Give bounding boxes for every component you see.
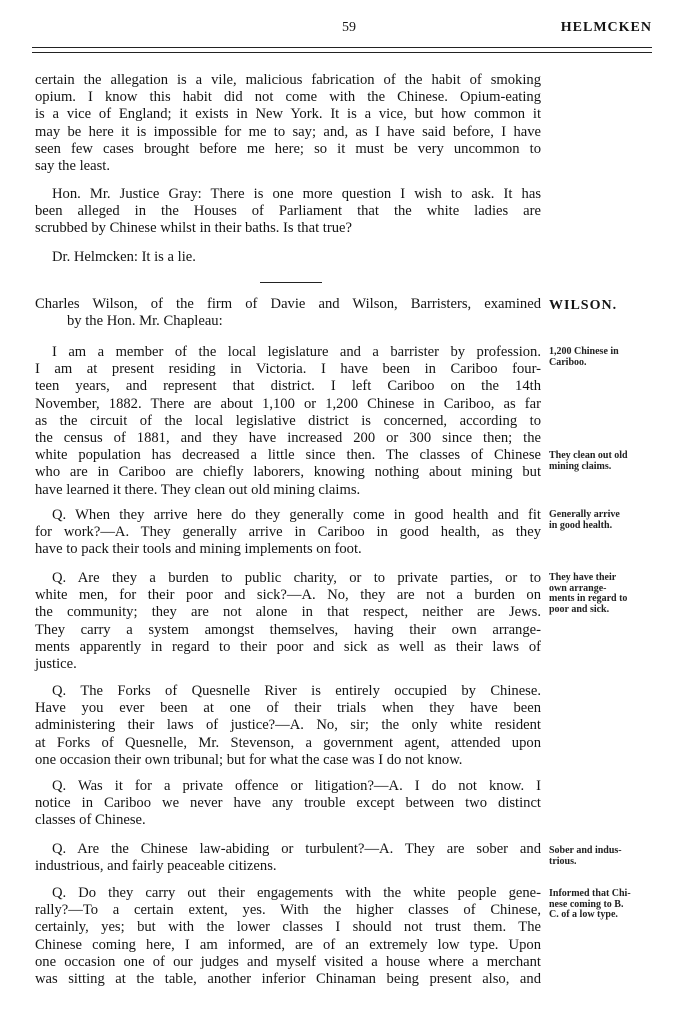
margin-note-line: ments in regard to xyxy=(549,593,628,604)
margin-note-line: They clean out old xyxy=(549,450,628,461)
text-line: ments apparently in regard to their poor and sick as well as their laws of xyxy=(35,638,541,655)
text-line: I am at present residing in Victoria. I have been in Cariboo four- xyxy=(35,361,541,378)
text-line: Q. Are the Chinese law-abiding or turbulent?—A. They are sober and xyxy=(52,841,541,857)
margin-note xyxy=(549,510,657,531)
text-line: the census of 1881, and they have increased 200 or 300 since then; the xyxy=(35,430,541,447)
paragraph-litigation xyxy=(35,778,541,830)
text-line: November, 1882. There are about 1,100 or 1,200 Chinese in Cariboo, as far xyxy=(35,395,541,412)
paragraph-testimony xyxy=(35,344,541,499)
margin-note-line: trious. xyxy=(549,855,577,867)
text-line: may be here it is impossible for me to say; and, as I have said before, I have xyxy=(35,123,541,140)
text-line: been alleged in the Houses of Parliament that the white ladies are xyxy=(35,203,541,220)
margin-note xyxy=(549,889,657,921)
text-line: Have you ever been at one of their trials when they have been xyxy=(35,700,541,717)
text-line: justice. xyxy=(35,656,77,673)
text-line: at Forks of Quesnelle, Mr. Stevenson, a government agent, attended upon xyxy=(35,734,541,751)
text-line: was sitting at the table, another inferior Chinaman being present also, and xyxy=(35,971,541,988)
text-line: scrubbed by Chinese whilst in their baths. Is that true? xyxy=(35,220,352,237)
paragraph-charity xyxy=(35,570,541,673)
text-line: Dr. Helmcken: It is a lie. xyxy=(52,249,196,265)
text-line: notice in Cariboo we never have any trouble except between two distinct xyxy=(35,795,541,812)
text-line: Q. The Forks of Quesnelle River is entirely occupied by Chinese. xyxy=(52,683,541,699)
text-line: have to pack their tools and mining implements on foot. xyxy=(35,541,362,558)
margin-note-line: Informed that Chi- xyxy=(549,888,631,899)
text-line: certain the allegation is a vile, malicious fabrication of the habit of smoking xyxy=(35,72,541,88)
paragraph-justice-gray xyxy=(35,186,541,238)
text-line: white men, for their poor and sick?—A. No, they are not a burden on xyxy=(35,587,541,604)
text-line: one occasion their own tribunal; but for what the case was I do not know. xyxy=(35,751,463,768)
margin-note xyxy=(549,451,657,472)
margin-note-line: Cariboo. xyxy=(549,356,587,368)
text-line: Q. Do they carry out their engagements with the white people gene- xyxy=(52,885,541,901)
text-line: administering their laws of justice?—A. No, sir; the only white resident xyxy=(35,717,541,734)
margin-note-line: mining claims. xyxy=(549,460,612,472)
margin-note-line: own arrange- xyxy=(549,582,607,594)
margin-note-line: C. of a low type. xyxy=(549,909,618,920)
text-line: Q. Was it for a private offence or litigation?—A. I do not know. I xyxy=(52,778,541,794)
running-head: HELMCKEN xyxy=(560,20,652,35)
paragraph-witness-intro xyxy=(35,296,541,330)
header-rule-top xyxy=(32,47,652,48)
text-line: is a vice of England; it exists in New York. It is a vice, but how common it xyxy=(35,106,541,123)
witness-side-head: WILSON. xyxy=(549,298,618,313)
text-line: who are in Cariboo are chiefly laborers, knowing nothing about mining but xyxy=(35,464,541,481)
margin-note-line: Sober and indus- xyxy=(549,845,622,856)
margin-note-line: They have their xyxy=(549,572,617,583)
text-line: the community; they are not alone in that respect, neither are Jews. xyxy=(35,604,541,621)
text-line: teen years, and represent that district. I left Cariboo on the 14th xyxy=(35,378,541,395)
text-line: opium. I know this habit did not come with the Chinese. Opium-eating xyxy=(35,89,541,106)
text-line: Charles Wilson, of the firm of Davie and Wilson, Barristers, examined xyxy=(35,296,541,312)
paragraph-health xyxy=(35,507,541,559)
text-line: rally?—To a certain extent, yes. With the higher classes of Chinese, xyxy=(35,902,541,919)
header-rule-bottom xyxy=(32,52,652,53)
paragraph-helmcken-answer xyxy=(35,249,541,266)
margin-note-line: Generally arrive xyxy=(549,509,620,520)
text-line: They carry a system amongst themselves, having their own arrange- xyxy=(35,621,541,638)
text-line: say the least. xyxy=(35,158,110,175)
text-line: Chinese coming here, I am informed, are of an extremely low type. Upon xyxy=(35,936,541,953)
text-line: I am a member of the local legislature and a barrister by profession. xyxy=(52,344,541,360)
paragraph-quesnelle xyxy=(35,683,541,769)
margin-note xyxy=(549,573,657,615)
text-line: industrious, and fairly peaceable citizens. xyxy=(35,858,277,875)
margin-note-line: in good health. xyxy=(549,519,613,531)
text-line: one occasion one of our judges and myself visited a house where a merchant xyxy=(35,953,541,970)
text-line: for work?—A. They generally arrive in Cariboo in good health, as they xyxy=(35,524,541,541)
page-number: 59 xyxy=(342,20,356,35)
text-line: by the Hon. Mr. Chapleau: xyxy=(67,313,223,330)
text-line: have learned it there. They clean out old mining claims. xyxy=(35,481,361,498)
text-line: Q. Are they a burden to public charity, or to private parties, or to xyxy=(52,570,541,586)
text-line: Q. When they arrive here do they generally come in good health and fit xyxy=(52,507,541,523)
paragraph-law-abiding xyxy=(35,841,541,875)
text-line: seen few cases brought before me here; so it must be very uncommon to xyxy=(35,140,541,157)
text-line: Hon. Mr. Justice Gray: There is one more question I wish to ask. It has xyxy=(52,186,541,202)
section-separator xyxy=(260,282,322,283)
text-line: classes of Chinese. xyxy=(35,812,146,829)
text-line: certainly, yes; but with the lower classes I should not trust them. The xyxy=(35,919,541,936)
paragraph-opium xyxy=(35,72,541,175)
margin-note xyxy=(549,347,657,368)
paragraph-engagements xyxy=(35,885,541,988)
margin-note-line: poor and sick. xyxy=(549,603,610,615)
margin-note xyxy=(549,846,657,867)
text-line: as the circuit of the local legislative district is concerned, according to xyxy=(35,412,541,429)
margin-note-line: nese coming to B. xyxy=(549,898,624,910)
margin-note-line: 1,200 Chinese in xyxy=(549,346,619,357)
text-line: white population has decreased a little since then. The classes of Chinese xyxy=(35,447,541,464)
